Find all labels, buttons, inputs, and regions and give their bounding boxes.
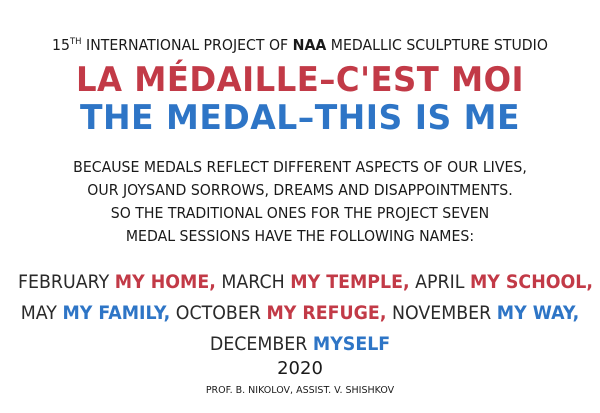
session-name: MY FAMILY, (62, 303, 171, 324)
session-month: APRIL (415, 272, 465, 293)
project-header-before: INTERNATIONAL PROJECT OF (86, 36, 289, 54)
project-org: NAA (292, 36, 327, 54)
session-month: NOVEMBER (391, 303, 492, 324)
intro-line-3: SO THE TRADITIONAL ONES FOR THE PROJECT SEVEN (110, 204, 490, 222)
authors: PROF. B. NIKOLOV, ASSIST. V. SHISHKOV (205, 385, 395, 396)
session-month: OCTOBER (175, 303, 261, 324)
session-month: MARCH (221, 272, 285, 293)
session-month: FEBRUARY (18, 272, 110, 293)
project-header (18, 36, 582, 54)
schedule-line-1 (18, 272, 594, 293)
title-french: LA MÉDAILLE–C'EST MOI (75, 60, 525, 100)
project-number: 15 (52, 36, 71, 54)
session-name: MY HOME, (114, 272, 216, 293)
session-month: DECEMBER (209, 334, 308, 355)
title-english: THE MEDAL–THIS IS ME (79, 98, 521, 138)
intro-line-1: BECAUSE MEDALS REFLECT DIFFERENT ASPECTS OF OUR LIVES, (73, 158, 527, 176)
session-month: MAY (20, 303, 57, 324)
session-name: MYSELF (312, 334, 391, 355)
year: 2020 (277, 358, 323, 379)
schedule-line-3 (18, 334, 582, 355)
schedule-line-2 (18, 303, 582, 324)
intro-line-4: MEDAL SESSIONS HAVE THE FOLLOWING NAMES: (125, 227, 475, 245)
intro-line-2: OUR JOYSAND SORROWS, DREAMS AND DISAPPOINTMENTS. (87, 181, 513, 199)
project-number-suffix: TH (70, 37, 82, 47)
session-name: MY REFUGE, (266, 303, 387, 324)
session-name: MY WAY, (496, 303, 580, 324)
session-name: MY SCHOOL, (469, 272, 594, 293)
session-name: MY TEMPLE, (290, 272, 410, 293)
project-header-after: MEDALLIC SCULPTURE STUDIO (330, 36, 548, 54)
